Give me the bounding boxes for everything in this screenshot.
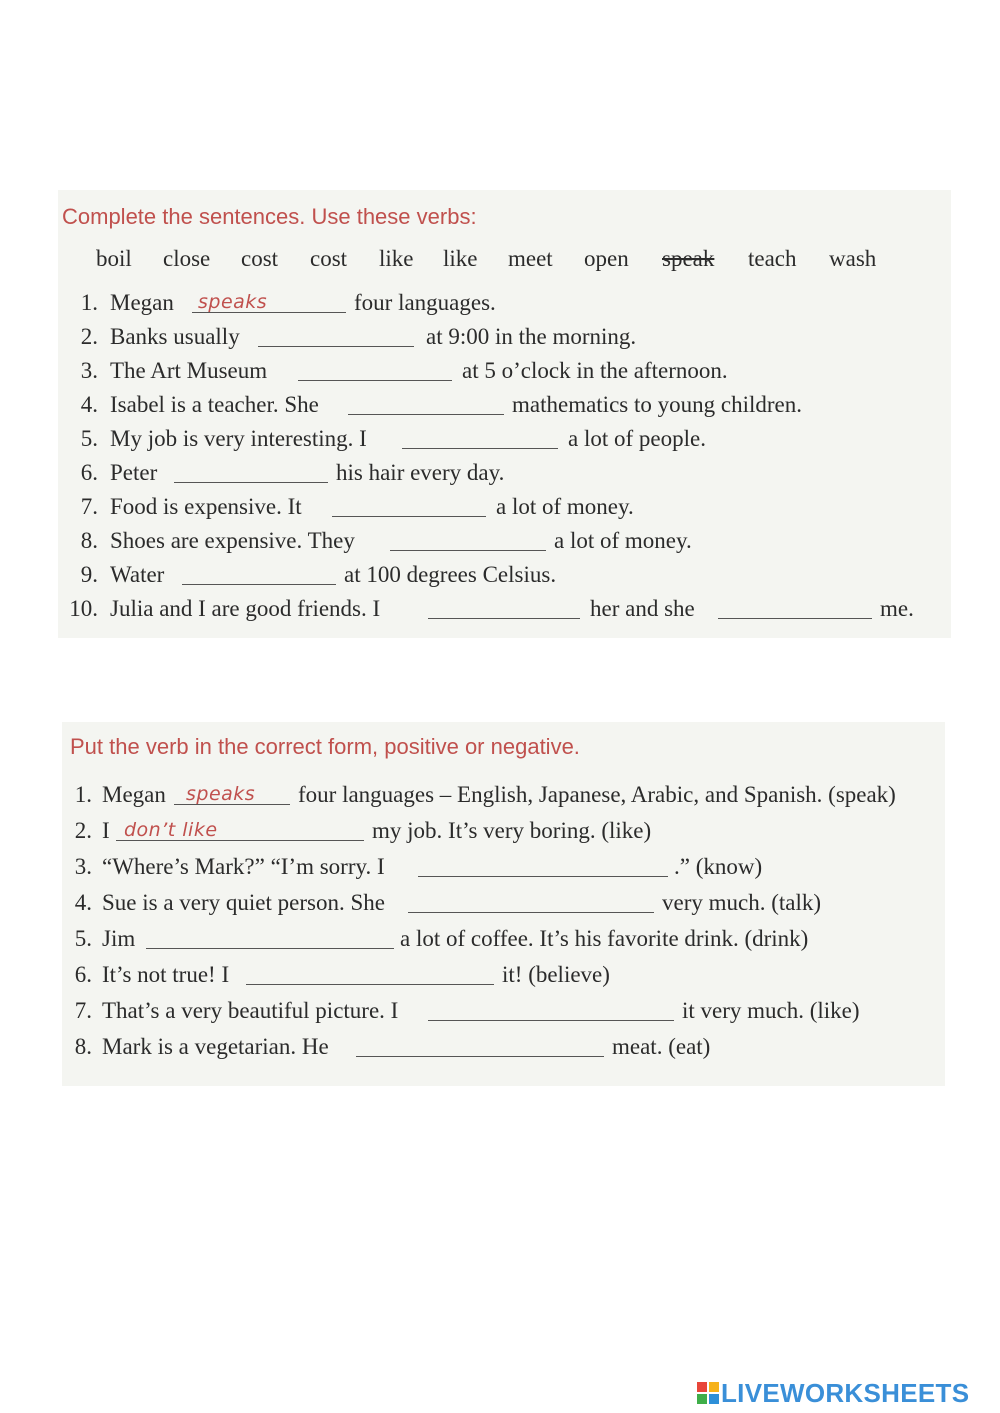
answer-blank[interactable] <box>418 876 668 877</box>
sentence-start: My job is very interesting. I <box>110 426 367 451</box>
sentence-start: Peter <box>110 460 158 485</box>
exercise-2-item <box>62 1032 945 1062</box>
item-number: 7. <box>74 998 92 1023</box>
verb-word: open <box>584 246 629 271</box>
exercise-1-item <box>58 390 951 420</box>
sentence-end: it very much. (like) <box>682 998 860 1023</box>
item-number: 10. <box>69 596 98 621</box>
verb-word: wash <box>829 246 877 271</box>
exercise-2-panel <box>62 722 945 1086</box>
sentence-end: at 100 degrees Celsius. <box>344 562 557 587</box>
item-number: 2. <box>74 818 92 843</box>
sentence-end: meat. (eat) <box>612 1034 711 1059</box>
sentence-start: Shoes are expensive. They <box>110 528 355 553</box>
sentence-end: a lot of money. <box>554 528 692 553</box>
sentence-end: a lot of coffee. It’s his favorite drink. (drink) <box>400 926 809 951</box>
exercise-1-item <box>58 424 951 454</box>
sentence-start: Mark is a vegetarian. He <box>102 1034 329 1059</box>
sentence-start: Megan <box>102 782 166 807</box>
sentence-end: me. <box>880 596 914 621</box>
verb-word: cost <box>241 246 279 271</box>
answer-blank[interactable] <box>408 912 654 913</box>
sentence-start: Julia and I are good friends. I <box>110 596 381 621</box>
item-number: 4. <box>74 890 92 915</box>
sentence-start: Water <box>110 562 165 587</box>
sentence-middle: her and she <box>590 596 695 621</box>
sentence-end: very much. (talk) <box>662 890 822 915</box>
item-number: 6. <box>74 962 92 987</box>
example-answer: don’t like <box>124 819 218 841</box>
answer-blank[interactable] <box>718 618 872 619</box>
exercise-1-item <box>58 322 951 352</box>
verb-word: close <box>163 246 211 271</box>
verb-word-used: speak <box>662 246 715 271</box>
item-number: 4. <box>80 392 98 417</box>
exercise-1-item <box>58 594 951 624</box>
answer-blank[interactable] <box>246 984 494 985</box>
answer-blank[interactable] <box>348 414 504 415</box>
exercise-1-item <box>58 492 951 522</box>
answer-blank[interactable] <box>332 516 486 517</box>
verb-word: meet <box>508 246 553 271</box>
exercise-1-panel <box>58 190 951 638</box>
answer-blank[interactable] <box>182 584 336 585</box>
logo-square-green <box>697 1394 707 1404</box>
verb-word: boil <box>96 246 132 271</box>
sentence-start: Food is expensive. It <box>110 494 302 519</box>
sentence-start: That’s a very beautiful picture. I <box>102 998 399 1023</box>
sentence-start: “Where’s Mark?” “I’m sorry. I <box>102 854 385 879</box>
exercise-2-item <box>62 960 945 990</box>
exercise-2-item <box>62 780 945 810</box>
answer-blank[interactable] <box>390 550 546 551</box>
sentence-end: .” (know) <box>674 854 763 879</box>
sentence-end: at 9:00 in the morning. <box>426 324 637 349</box>
logo-square-blue <box>709 1394 719 1404</box>
answer-blank[interactable] <box>298 380 452 381</box>
answer-blank[interactable] <box>174 482 328 483</box>
answer-blank[interactable] <box>258 346 414 347</box>
logo-square-yellow <box>709 1382 719 1392</box>
verb-word: like <box>379 246 414 271</box>
exercise-1-item <box>58 458 951 488</box>
exercise-2-item <box>62 852 945 882</box>
exercise-1-item <box>58 288 951 318</box>
sentence-start: It’s not true! I <box>102 962 230 987</box>
sentence-end: it! (believe) <box>502 962 610 987</box>
liveworksheets-brand[interactable] <box>697 1378 969 1408</box>
sentence-start: Megan <box>110 290 174 315</box>
sentence-start: The Art Museum <box>110 358 268 383</box>
exercise-1-heading: Complete the sentences. Use these verbs: <box>62 204 477 229</box>
example-answer: speaks <box>198 291 268 313</box>
sentence-end: at 5 o’clock in the afternoon. <box>462 358 728 383</box>
sentence-end: his hair every day. <box>336 460 505 485</box>
liveworksheets-logo-icon <box>697 1382 719 1404</box>
item-number: 3. <box>74 854 92 879</box>
verb-word: like <box>443 246 478 271</box>
exercise-1-item <box>58 356 951 386</box>
item-number: 1. <box>80 290 98 315</box>
sentence-end: a lot of people. <box>568 426 706 451</box>
sentence-start: Sue is a very quiet person. She <box>102 890 385 915</box>
exercise-1-item <box>58 560 951 590</box>
sentence-end: four languages – English, Japanese, Arabic, and Spanish. (speak) <box>298 782 896 807</box>
sentence-end: four languages. <box>354 290 496 315</box>
exercise-2-item <box>62 816 945 846</box>
exercise-2-heading: Put the verb in the correct form, positive or negative. <box>70 734 580 759</box>
item-number: 7. <box>80 494 98 519</box>
item-number: 1. <box>74 782 92 807</box>
example-answer: speaks <box>186 783 256 805</box>
item-number: 5. <box>74 926 92 951</box>
logo-square-red <box>697 1382 707 1392</box>
sentence-start: Jim <box>102 926 136 951</box>
exercise-2-item <box>62 924 945 954</box>
sentence-start: Isabel is a teacher. She <box>110 392 319 417</box>
verb-word: teach <box>748 246 797 271</box>
answer-blank[interactable] <box>428 618 580 619</box>
exercise-2-item <box>62 996 945 1026</box>
answer-blank[interactable] <box>146 948 394 949</box>
item-number: 3. <box>80 358 98 383</box>
verb-word: cost <box>310 246 348 271</box>
brand-text: LIVEWORKSHEETS <box>721 1377 970 1408</box>
item-number: 9. <box>80 562 98 587</box>
answer-blank[interactable] <box>356 1056 604 1057</box>
item-number: 6. <box>80 460 98 485</box>
verb-bank <box>96 246 926 276</box>
sentence-end: a lot of money. <box>496 494 634 519</box>
sentence-end: mathematics to young children. <box>512 392 802 417</box>
sentence-start: I <box>102 818 110 843</box>
answer-blank[interactable] <box>402 448 558 449</box>
item-number: 5. <box>80 426 98 451</box>
exercise-1-item <box>58 526 951 556</box>
sentence-end: my job. It’s very boring. (like) <box>372 818 652 843</box>
item-number: 2. <box>80 324 98 349</box>
exercise-2-item <box>62 888 945 918</box>
answer-blank[interactable] <box>428 1020 674 1021</box>
item-number: 8. <box>80 528 98 553</box>
item-number: 8. <box>74 1034 92 1059</box>
sentence-start: Banks usually <box>110 324 240 349</box>
